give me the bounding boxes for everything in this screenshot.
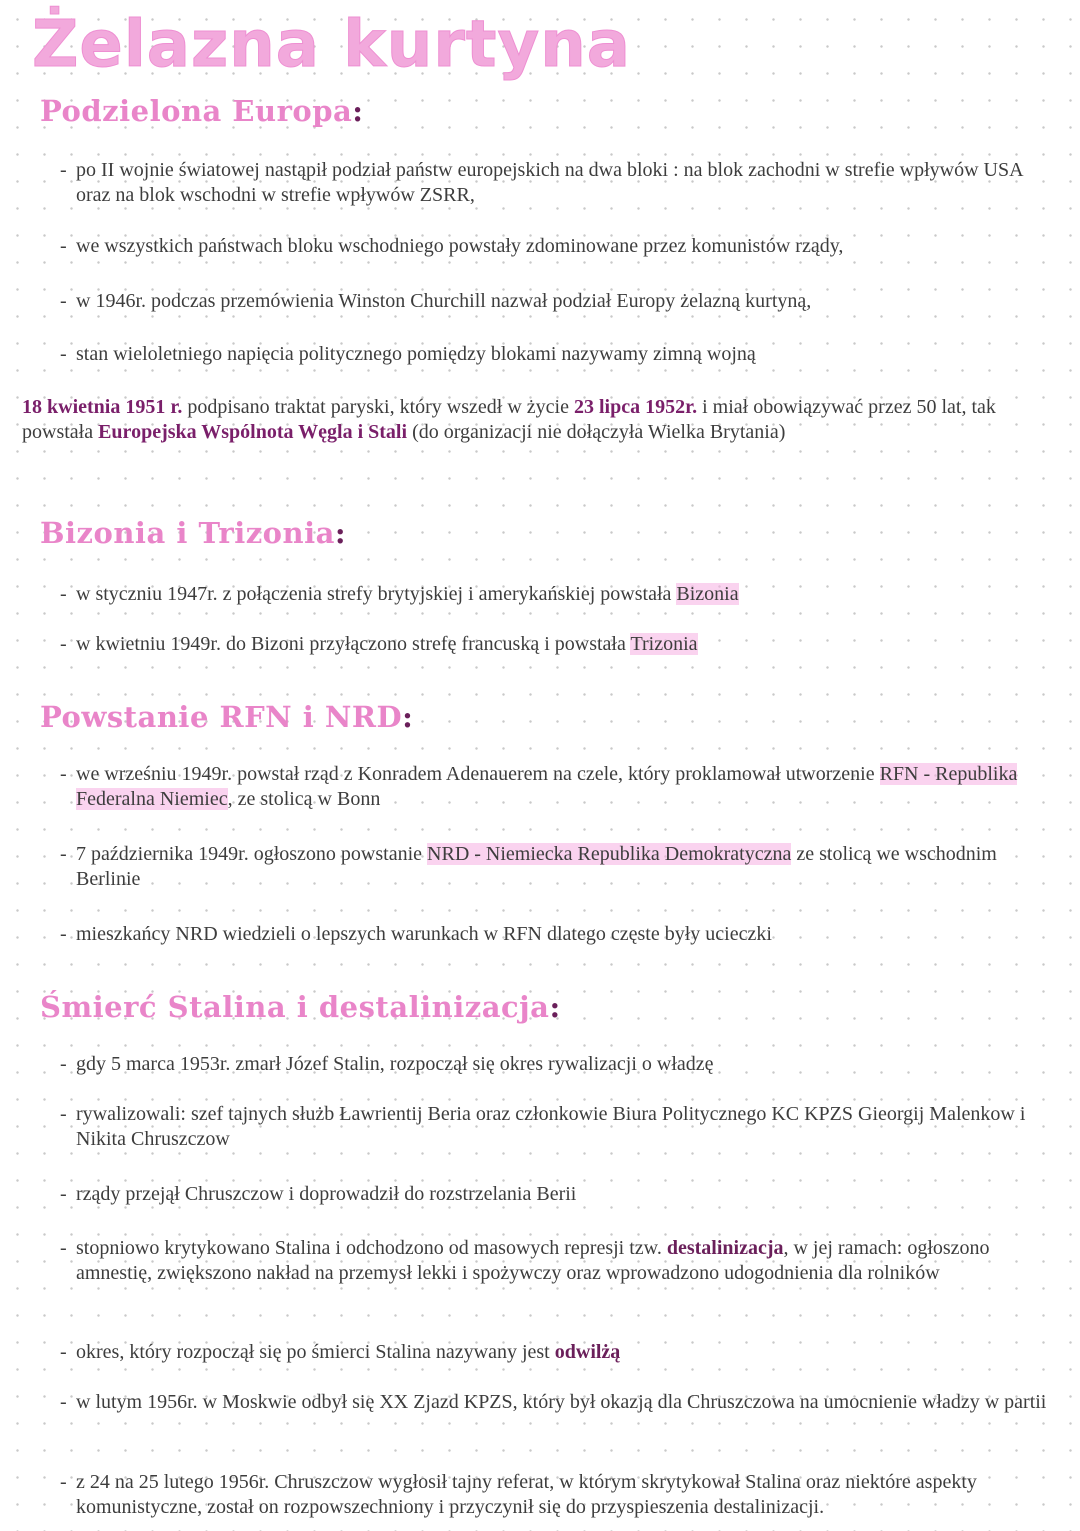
list-item: - z 24 na 25 lutego 1956r. Chruszczow wygłosił tajny referat, w którym skrytykował Stalina oraz niektóre aspekty komunistyczne, został on rozpowszechniony i przyczynił się do przyspieszenia destalinizacji. (60, 1471, 977, 1518)
list-item: - stan wieloletniego napięcia politycznego pomiędzy blokami nazywamy zimną wojną (60, 343, 756, 365)
list-item: - rządy przejął Chruszczow i doprowadził do rozstrzelania Berii (60, 1183, 577, 1205)
heading-smierc-stalina: Śmierć Stalina i destalinizacja: (40, 990, 561, 1024)
list-item: - we wszystkich państwach bloku wschodniego powstały zdominowane przez komunistów rządy, (60, 235, 844, 257)
list-item: - w styczniu 1947r. z połączenia strefy brytyjskiej i amerykańskiej powstała Bizonia (60, 583, 739, 605)
heading-text: Podzielona Europa (40, 94, 353, 128)
paragraph-ewwis: 18 kwietnia 1951 r. podpisano traktat paryski, który wszedł w życie 23 lipca 1952r. i miał obowiązywać przez 50 lat, tak powstała Europejska Wspólnota Węgla i Stali (do organizacji nie dołączyła Wielka Brytania) (22, 396, 996, 443)
list-item: - mieszkańcy NRD wiedzieli o lepszych warunkach w RFN dlatego częste były ucieczki (60, 923, 772, 945)
list-item: - w kwietniu 1949r. do Bizoni przyłączono strefę francuską i powstała Trizonia (60, 633, 698, 655)
list-item: - w lutym 1956r. w Moskwie odbył się XX Zjazd KPZS, który był okazją dla Chruszczowa na umocnienie władzy w partii (60, 1391, 1047, 1413)
list-item: - stopniowo krytykowano Stalina i odchodzono od masowych represji tzw. destalinizacja, w jej ramach: ogłoszono amnestię, zwiększono nakład na przemysł lekki i spożywczy oraz wprowadzono udogodnienia dla rolników (60, 1237, 990, 1284)
list-item: - po II wojnie światowej nastąpił podział państw europejskich na dwa bloki : na blok zachodni w strefie wpływów USA oraz na blok wschodni w strefie wpływów ZSRR, (60, 159, 1023, 206)
list-item: - 7 października 1949r. ogłoszono powstanie NRD - Niemiecka Republika Demokratyczna ze stolicą we wschodnim Berlinie (60, 843, 997, 890)
list-item: - we wrześniu 1949r. powstał rząd z Konradem Adenauerem na czele, który proklamował utworzenie RFN - Republika Federalna Niemiec, ze stolicą w Bonn (60, 763, 1018, 810)
heading-podzielona-europa: Podzielona Europa: (40, 94, 364, 128)
heading-rfn-nrd: Powstanie RFN i NRD: (40, 700, 414, 734)
list-item: - w 1946r. podczas przemówienia Winston Churchill nazwał podział Europy żelazną kurtyną, (60, 290, 812, 312)
heading-bizonia-trizonia: Bizonia i Trizonia: (40, 516, 347, 550)
list-item: - okres, który rozpoczął się po śmierci Stalina nazywany jest odwilżą (60, 1341, 621, 1363)
page-title: Żelazna kurtyna (32, 8, 631, 82)
list-item: - rywalizowali: szef tajnych służb Ławrientij Beria oraz członkowie Biura Politycznego KC KPZS Gieorgij Malenkow i Nikita Chruszczow (60, 1103, 1026, 1150)
list-item: - gdy 5 marca 1953r. zmarł Józef Stalin, rozpoczął się okres rywalizacji o władzę (60, 1053, 714, 1075)
